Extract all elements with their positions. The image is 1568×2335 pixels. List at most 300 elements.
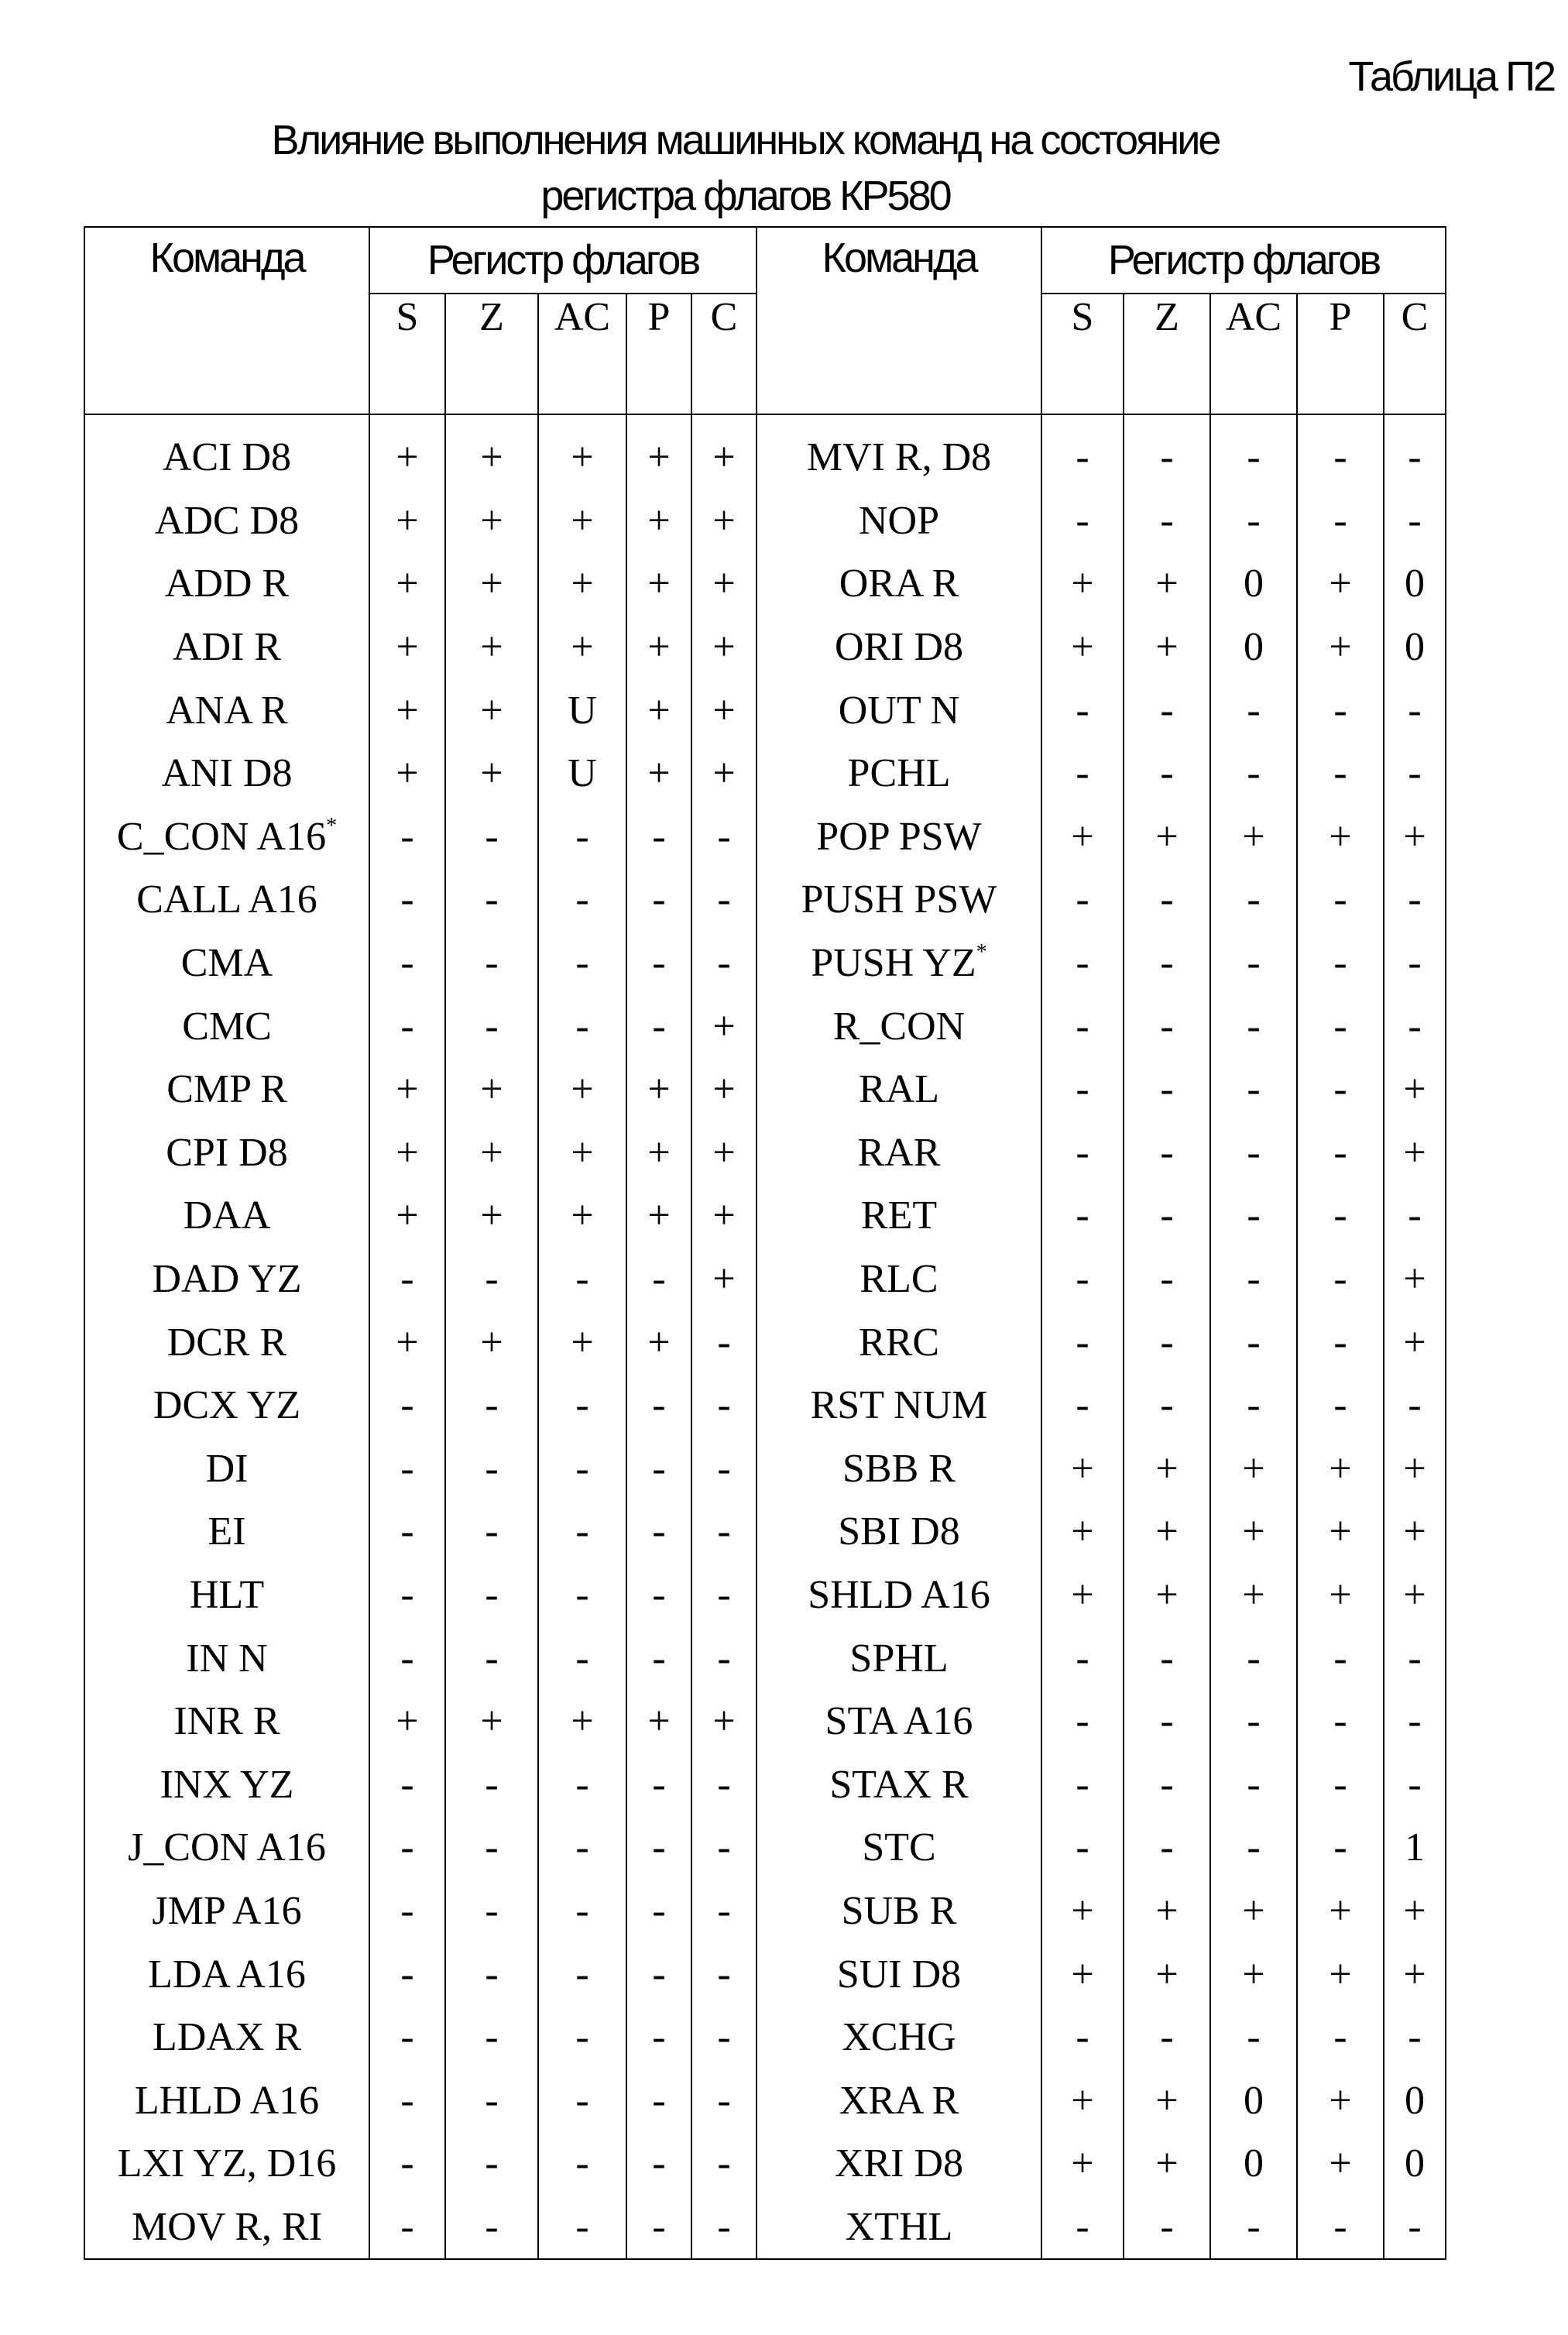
command-cell [757,2196,1041,2260]
command-name: HLT [189,1572,265,1617]
flag-cell-z: + [445,1058,538,1121]
flag-cell-z: - [1124,678,1210,742]
command-name: RET [860,1193,938,1238]
flag-cell-p: - [1297,742,1384,805]
flag-cell-ac: + [1210,805,1297,869]
flag-cell-p: - [1297,1816,1384,1880]
flag-cell-ac: - [538,1437,626,1501]
command-name: STC [862,1825,936,1870]
command-name: SPHL [849,1636,949,1681]
command-name: CPI D8 [166,1130,288,1175]
flag-cell-s: + [369,678,445,742]
table-row [84,1374,1446,1437]
flag-cell-c: + [1384,1500,1446,1564]
flag-cell-c: + [691,1248,757,1311]
flag-cell-s: - [1041,1058,1124,1121]
flag-cell-z: + [1124,616,1210,679]
flag-cell-ac: - [1210,1310,1297,1374]
flag-cell-z: + [445,1310,538,1374]
flag-cell-ac: + [538,616,626,679]
flag-cell-c: + [691,1058,757,1121]
flag-cell-c: - [1384,1374,1446,1437]
flag-cell-z: + [1124,2132,1210,2196]
flag-cell-c: + [691,742,757,805]
flags-table [84,226,1446,2260]
command-cell [84,2006,369,2069]
header-flag-ac: AC [1210,294,1297,414]
command-name: JMP A16 [152,1888,302,1933]
command-cell [84,414,369,489]
flag-cell-p: - [626,2006,691,2069]
flag-cell-s: - [1041,1374,1124,1437]
table-row [84,932,1446,995]
flag-cell-z: + [445,1690,538,1753]
flag-cell-p: - [1297,994,1384,1058]
command-name: ACI D8 [162,435,292,480]
flag-cell-c: - [691,1500,757,1564]
flag-cell-s: - [369,1816,445,1880]
flag-cell-ac: + [538,1058,626,1121]
command-cell [757,868,1041,932]
flag-cell-ac: - [538,994,626,1058]
command-cell [757,1248,1041,1311]
flag-cell-p: - [1297,1374,1384,1437]
flag-cell-ac: + [538,552,626,616]
table-row [84,2069,1446,2132]
flag-cell-s: + [1041,1564,1124,1627]
flag-cell-ac: U [538,742,626,805]
flag-cell-ac: 0 [1210,2069,1297,2132]
flag-cell-z: - [445,1816,538,1880]
flag-cell-ac: + [1210,1500,1297,1564]
flag-cell-s: - [369,805,445,869]
command-name: XCHG [842,2015,956,2060]
flag-cell-c: 1 [1384,1816,1446,1880]
flag-cell-s: + [369,552,445,616]
flag-cell-c: + [1384,1437,1446,1501]
flag-cell-z: - [445,1626,538,1690]
flag-cell-p: - [626,994,691,1058]
flag-cell-ac: + [1210,1880,1297,1943]
header-command-left: Команда [84,227,369,414]
flag-cell-p: + [626,742,691,805]
command-name: RAL [859,1067,939,1112]
flag-cell-c: - [1384,1753,1446,1816]
flag-cell-z: + [1124,1564,1210,1627]
flag-cell-p: + [626,1690,691,1753]
flag-cell-ac: + [538,1310,626,1374]
flag-cell-c: 0 [1384,616,1446,679]
flag-cell-ac: - [1210,2006,1297,2069]
flag-cell-p: - [626,1500,691,1564]
flag-cell-ac: - [1210,678,1297,742]
flag-cell-ac: - [1210,1690,1297,1753]
flag-cell-ac: - [1210,1184,1297,1248]
flag-cell-s: - [369,1248,445,1311]
flag-cell-z: - [445,1942,538,2006]
command-name: NOP [858,498,940,543]
command-name: SBI D8 [838,1509,960,1554]
flag-cell-ac: - [1210,1816,1297,1880]
command-cell [757,1690,1041,1753]
flag-cell-z: - [1124,994,1210,1058]
command-name: SBB R [842,1446,956,1491]
table-row [84,2006,1446,2069]
flag-cell-ac: - [1210,1626,1297,1690]
command-cell [84,678,369,742]
flag-cell-p: + [1297,805,1384,869]
flag-cell-z: - [445,805,538,869]
flag-cell-s: - [1041,1690,1124,1753]
table-row [84,1626,1446,1690]
flag-cell-s: - [1041,1121,1124,1185]
flag-cell-s: - [1041,742,1124,805]
header-flag-z: Z [1124,294,1210,414]
flag-cell-s: + [369,414,445,489]
flag-cell-p: - [626,2196,691,2260]
flag-cell-c: - [691,1626,757,1690]
table-row [84,2132,1446,2196]
command-name: SUB R [841,1888,957,1933]
flag-cell-p: + [1297,2069,1384,2132]
flag-cell-s: - [1041,414,1124,489]
command-cell [84,1942,369,2006]
flag-cell-ac: + [538,489,626,553]
flag-cell-z: - [445,2069,538,2132]
flag-cell-s: + [369,742,445,805]
flag-cell-p: + [626,552,691,616]
header-flag-p: P [1297,294,1384,414]
flag-cell-p: - [1297,414,1384,489]
command-name: ADC D8 [154,498,300,543]
table-row [84,742,1446,805]
command-name: CMP R [166,1067,287,1112]
header-flag-c: C [691,294,757,414]
flag-cell-c: - [691,1437,757,1501]
flag-cell-p: - [626,1374,691,1437]
header-flag-z: Z [445,294,538,414]
flag-cell-ac: - [538,2196,626,2260]
command-cell [84,552,369,616]
flag-cell-z: + [1124,1880,1210,1943]
command-cell [84,1690,369,1753]
flag-cell-c: + [691,1184,757,1248]
command-name: CMC [182,1004,272,1049]
flag-cell-p: + [626,616,691,679]
flag-cell-p: + [1297,1880,1384,1943]
flag-cell-s: - [369,1626,445,1690]
flag-cell-p: - [1297,489,1384,553]
flag-cell-s: - [369,1437,445,1501]
flag-cell-p: - [626,868,691,932]
flag-cell-z: - [445,2006,538,2069]
flag-cell-z: - [445,1437,538,1501]
command-name: ORA R [839,561,959,606]
flag-cell-s: - [369,2069,445,2132]
flag-cell-c: - [691,932,757,995]
flag-cell-s: + [1041,1942,1124,2006]
flag-cell-c: - [691,2069,757,2132]
flag-cell-ac: + [1210,1437,1297,1501]
flag-cell-c: + [1384,1564,1446,1627]
flag-cell-z: - [445,1880,538,1943]
flag-cell-c: + [1384,1121,1446,1185]
flag-cell-c: 0 [1384,552,1446,616]
command-name: ADI R [172,625,282,670]
flag-cell-ac: + [1210,1564,1297,1627]
flag-cell-s: - [1041,1310,1124,1374]
flag-cell-c: + [1384,1942,1446,2006]
flag-cell-p: + [1297,552,1384,616]
table-row [84,489,1446,553]
flag-cell-c: - [1384,868,1446,932]
flag-cell-c: - [691,868,757,932]
flag-cell-p: - [1297,678,1384,742]
flag-cell-z: - [1124,1248,1210,1311]
table-row [84,868,1446,932]
flag-cell-z: - [1124,1184,1210,1248]
flag-cell-z: - [445,2132,538,2196]
flag-cell-s: + [369,1121,445,1185]
command-name: DAA [183,1193,271,1238]
flag-cell-p: - [626,2069,691,2132]
flag-cell-z: - [445,932,538,995]
flag-cell-s: - [1041,1626,1124,1690]
flag-cell-z: - [1124,2006,1210,2069]
flag-cell-p: - [626,1248,691,1311]
flag-cell-c: + [691,489,757,553]
flag-cell-s: + [369,1058,445,1121]
flag-cell-p: - [1297,1310,1384,1374]
command-name: DCR R [166,1320,287,1365]
flag-cell-s: + [1041,1500,1124,1564]
flag-cell-ac: 0 [1210,616,1297,679]
flag-cell-c: - [691,2196,757,2260]
flag-cell-p: - [626,1942,691,2006]
command-cell [757,1437,1041,1501]
flag-cell-z: - [445,1500,538,1564]
flag-cell-z: - [1124,489,1210,553]
flag-cell-ac: - [538,1564,626,1627]
flag-cell-p: - [1297,1058,1384,1121]
command-name: PCHL [847,751,951,796]
command-name: LXI YZ, D16 [117,2141,337,2186]
table-row [84,1753,1446,1816]
flag-cell-ac: + [538,1690,626,1753]
flag-cell-s: - [369,1374,445,1437]
command-cell [84,489,369,553]
flag-cell-ac: - [1210,1058,1297,1121]
command-name: PUSH PSW [801,877,997,922]
command-cell [757,552,1041,616]
flag-cell-c: + [1384,805,1446,869]
flag-cell-c: - [691,1374,757,1437]
flag-cell-s: + [1041,1437,1124,1501]
flag-cell-p: + [626,1184,691,1248]
command-cell [757,2006,1041,2069]
flag-cell-ac: - [538,932,626,995]
command-cell [84,1437,369,1501]
table-row [84,1121,1446,1185]
flag-cell-z: - [445,1248,538,1311]
command-cell [757,1942,1041,2006]
command-cell [757,1626,1041,1690]
flag-cell-p: + [1297,2132,1384,2196]
flag-cell-z: + [445,678,538,742]
command-name: OUT N [838,688,960,733]
flag-cell-c: + [691,616,757,679]
flag-cell-ac: + [538,1121,626,1185]
flag-cell-ac: - [538,2132,626,2196]
flag-cell-p: - [626,2132,691,2196]
flag-cell-s: - [369,1942,445,2006]
flag-cell-s: + [1041,2069,1124,2132]
flag-cell-ac: + [538,1184,626,1248]
flag-cell-p: - [1297,932,1384,995]
header-flag-ac: AC [538,294,626,414]
flag-cell-z: - [1124,1058,1210,1121]
flag-cell-ac: 0 [1210,2132,1297,2196]
flag-cell-c: - [1384,932,1446,995]
flag-cell-s: + [1041,805,1124,869]
flag-cell-ac: - [1210,742,1297,805]
flag-cell-c: - [691,1942,757,2006]
flag-cell-z: - [1124,932,1210,995]
flag-cell-p: - [626,1437,691,1501]
table-row [84,678,1446,742]
flag-cell-s: - [369,1564,445,1627]
command-name: RST NUM [810,1383,988,1428]
flag-cell-z: - [1124,1121,1210,1185]
table-title-line-2: регистра флагов КР580 [540,173,950,219]
flag-cell-c: - [1384,678,1446,742]
command-cell [84,1184,369,1248]
command-cell [757,742,1041,805]
flag-cell-p: - [1297,1184,1384,1248]
flag-cell-s: + [369,489,445,553]
command-name: IN N [186,1636,268,1681]
command-cell [84,616,369,679]
flag-cell-p: - [626,1753,691,1816]
flag-cell-s: + [369,1690,445,1753]
flag-cell-p: + [626,1121,691,1185]
flag-cell-c: - [691,1753,757,1816]
flag-cell-ac: 0 [1210,552,1297,616]
flag-cell-z: - [1124,868,1210,932]
command-name: DCX YZ [153,1383,301,1428]
table-row [84,1880,1446,1943]
command-cell [757,2069,1041,2132]
flag-cell-z: - [1124,1626,1210,1690]
flag-cell-c: - [691,1564,757,1627]
flag-cell-p: - [626,1880,691,1943]
flag-cell-ac: - [538,1753,626,1816]
flag-cell-c: + [691,1121,757,1185]
command-cell [84,868,369,932]
flag-cell-s: - [369,932,445,995]
flag-cell-z: + [445,616,538,679]
flag-cell-z: - [1124,1753,1210,1816]
flag-cell-z: - [445,1753,538,1816]
header-flag-s: S [1041,294,1124,414]
command-name: INR R [173,1699,280,1744]
flag-cell-z: - [1124,1690,1210,1753]
header-flags-register-right: Регистр флагов [1041,227,1446,294]
command-cell [757,489,1041,553]
flag-cell-ac: - [1210,1753,1297,1816]
flag-cell-p: + [626,414,691,489]
command-cell [84,742,369,805]
flag-cell-s: - [1041,1816,1124,1880]
flag-cell-s: - [369,994,445,1058]
flag-cell-s: + [1041,2132,1124,2196]
flag-cell-p: - [626,1626,691,1690]
flag-cell-ac: U [538,678,626,742]
table-row [84,1184,1446,1248]
flag-cell-z: - [1124,1310,1210,1374]
command-cell [84,1500,369,1564]
command-cell [757,616,1041,679]
flag-cell-c: - [691,805,757,869]
flag-cell-p: - [626,932,691,995]
header-flag-p: P [626,294,691,414]
command-name: CALL A16 [136,877,317,922]
flag-cell-c: + [691,552,757,616]
command-cell [84,1374,369,1437]
flag-cell-c: - [691,1310,757,1374]
command-cell [757,1310,1041,1374]
command-cell [84,932,369,995]
flag-cell-s: - [369,868,445,932]
flag-cell-s: + [1041,1880,1124,1943]
table-row [84,1310,1446,1374]
flag-cell-ac: + [538,414,626,489]
flag-cell-ac: - [1210,2196,1297,2260]
flag-cell-z: - [445,994,538,1058]
command-name: RAR [857,1130,941,1175]
flag-cell-s: - [1041,932,1124,995]
flag-cell-p: - [626,1816,691,1880]
flag-cell-c: - [1384,1690,1446,1753]
flag-cell-p: + [1297,1437,1384,1501]
command-name: LDA A16 [148,1952,306,1997]
command-cell [84,2069,369,2132]
table-row [84,1564,1446,1627]
flag-cell-s: - [1041,994,1124,1058]
flag-cell-ac: - [538,805,626,869]
flag-cell-c: 0 [1384,2132,1446,2196]
flag-cell-ac: - [1210,994,1297,1058]
flag-cell-c: 0 [1384,2069,1446,2132]
command-cell [84,994,369,1058]
flag-cell-p: - [1297,1690,1384,1753]
flag-cell-c: - [1384,489,1446,553]
command-cell [757,1816,1041,1880]
command-cell [757,678,1041,742]
flag-cell-z: + [445,1121,538,1185]
flag-cell-p: + [1297,1942,1384,2006]
flag-cell-p: + [626,1058,691,1121]
command-name: RLC [859,1257,938,1302]
flag-cell-ac: - [1210,1374,1297,1437]
command-cell [757,994,1041,1058]
flag-cell-s: - [369,1753,445,1816]
flag-cell-s: - [369,1500,445,1564]
command-cell [757,2132,1041,2196]
command-name: SHLD A16 [808,1572,990,1617]
table-row [84,1437,1446,1501]
command-name: ANI D8 [161,751,293,796]
